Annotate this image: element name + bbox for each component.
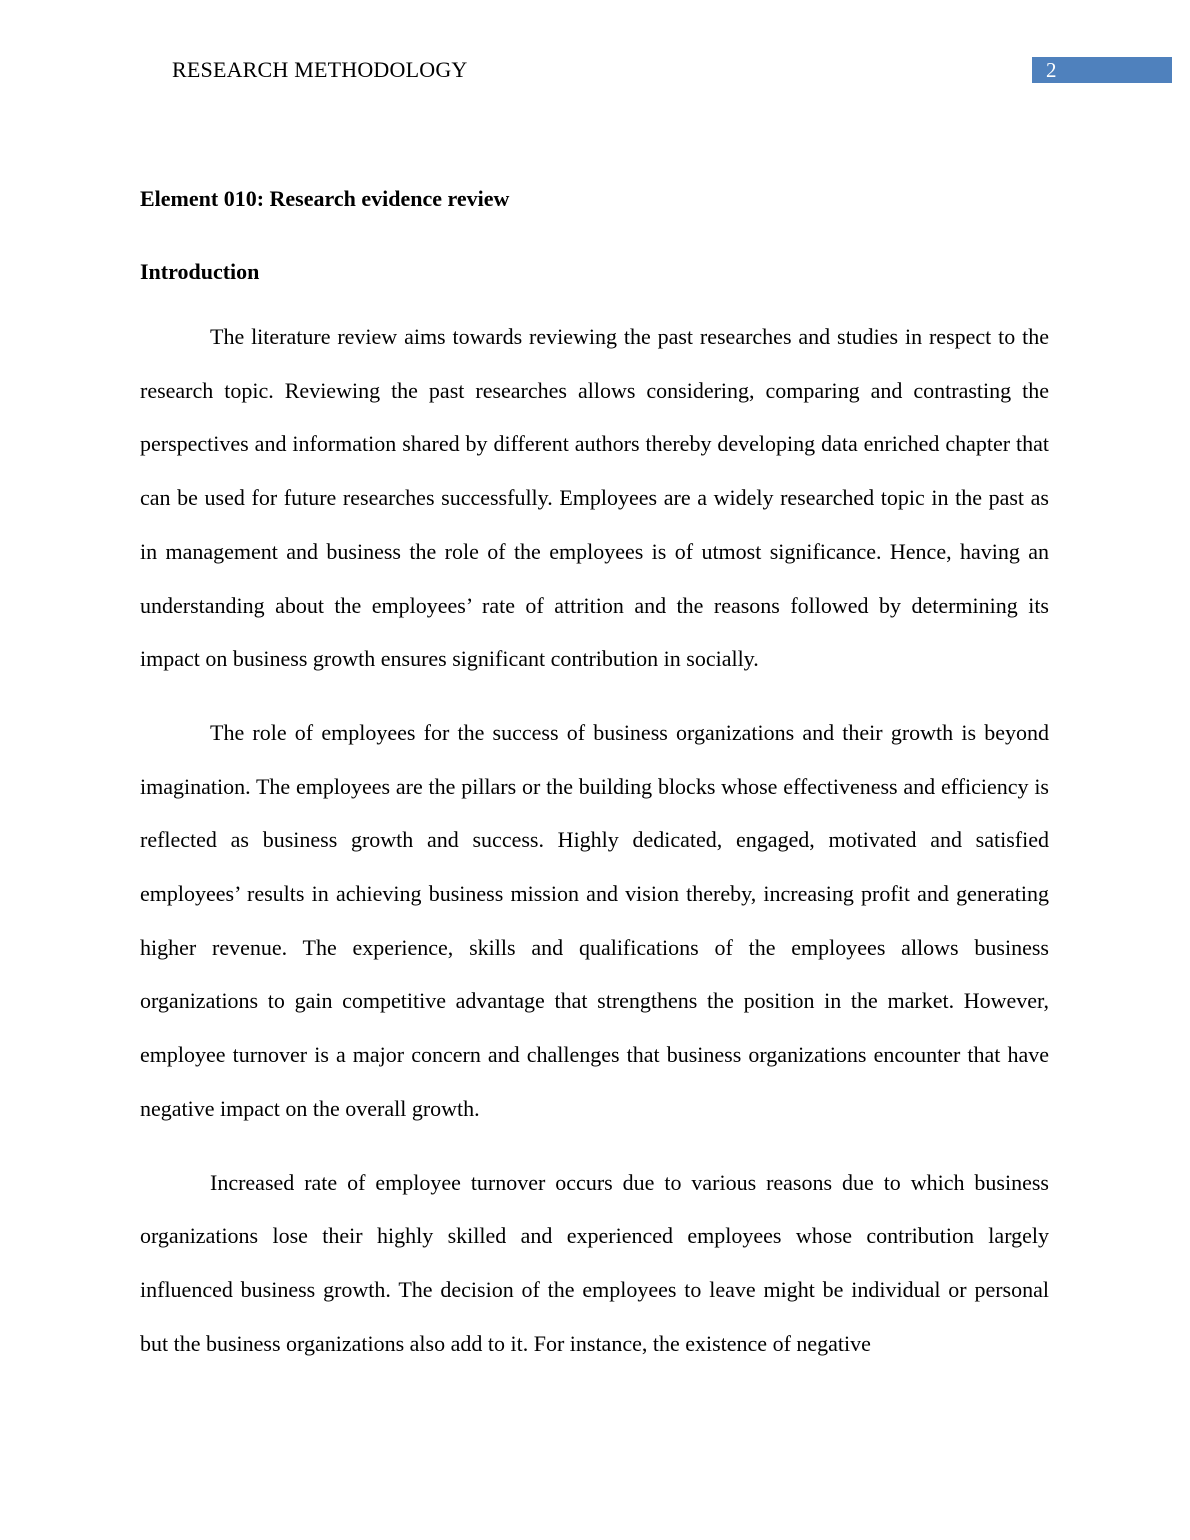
running-head: RESEARCH METHODOLOGY xyxy=(172,57,468,82)
page-number: 2 xyxy=(1032,57,1172,83)
paragraph-3: Increased rate of employee turnover occurs due to various reasons due to which business organizations lose their highly skilled and experienced employees whose contribution largely influenced business growth. The decision of the employees to leave might be individual or personal but the business organizations also add to it. For instance, the existence of negative xyxy=(140,1169,1049,1356)
section-title: Element 010: Research evidence review xyxy=(140,186,510,211)
paragraph-2: The role of employees for the success of business organizations and their growth is beyond imagination. The employees are the pillars or the building blocks whose effectiveness and efficiency is reflected as business growth and success. Highly dedicated, engaged, motivated and satisfied employees’ results in achieving business mission and vision thereby, increasing profit and generating higher revenue. The experience, skills and qualifications of the employees allows business organizations to gain competitive advantage that strengthens the position in the market. However, employee turnover is a major concern and challenges that business organizations encounter that have negative impact on the overall growth. xyxy=(140,719,1049,1121)
paragraph-1: The literature review aims towards reviewing the past researches and studies in respect to the research topic. Reviewing the past researches allows considering, comparing and contrasting the perspectives and information shared by different authors thereby developing data enriched chapter that can be used for future researches successfully. Employees are a widely researched topic in the past as in management and business the role of the employees is of utmost significance. Hence, having an understanding about the employees’ rate of attrition and the reasons followed by determining its impact on business growth ensures significant contribution in socially. xyxy=(140,324,1049,672)
body-text xyxy=(140,310,1049,1390)
subheading-introduction: Introduction xyxy=(140,259,260,284)
